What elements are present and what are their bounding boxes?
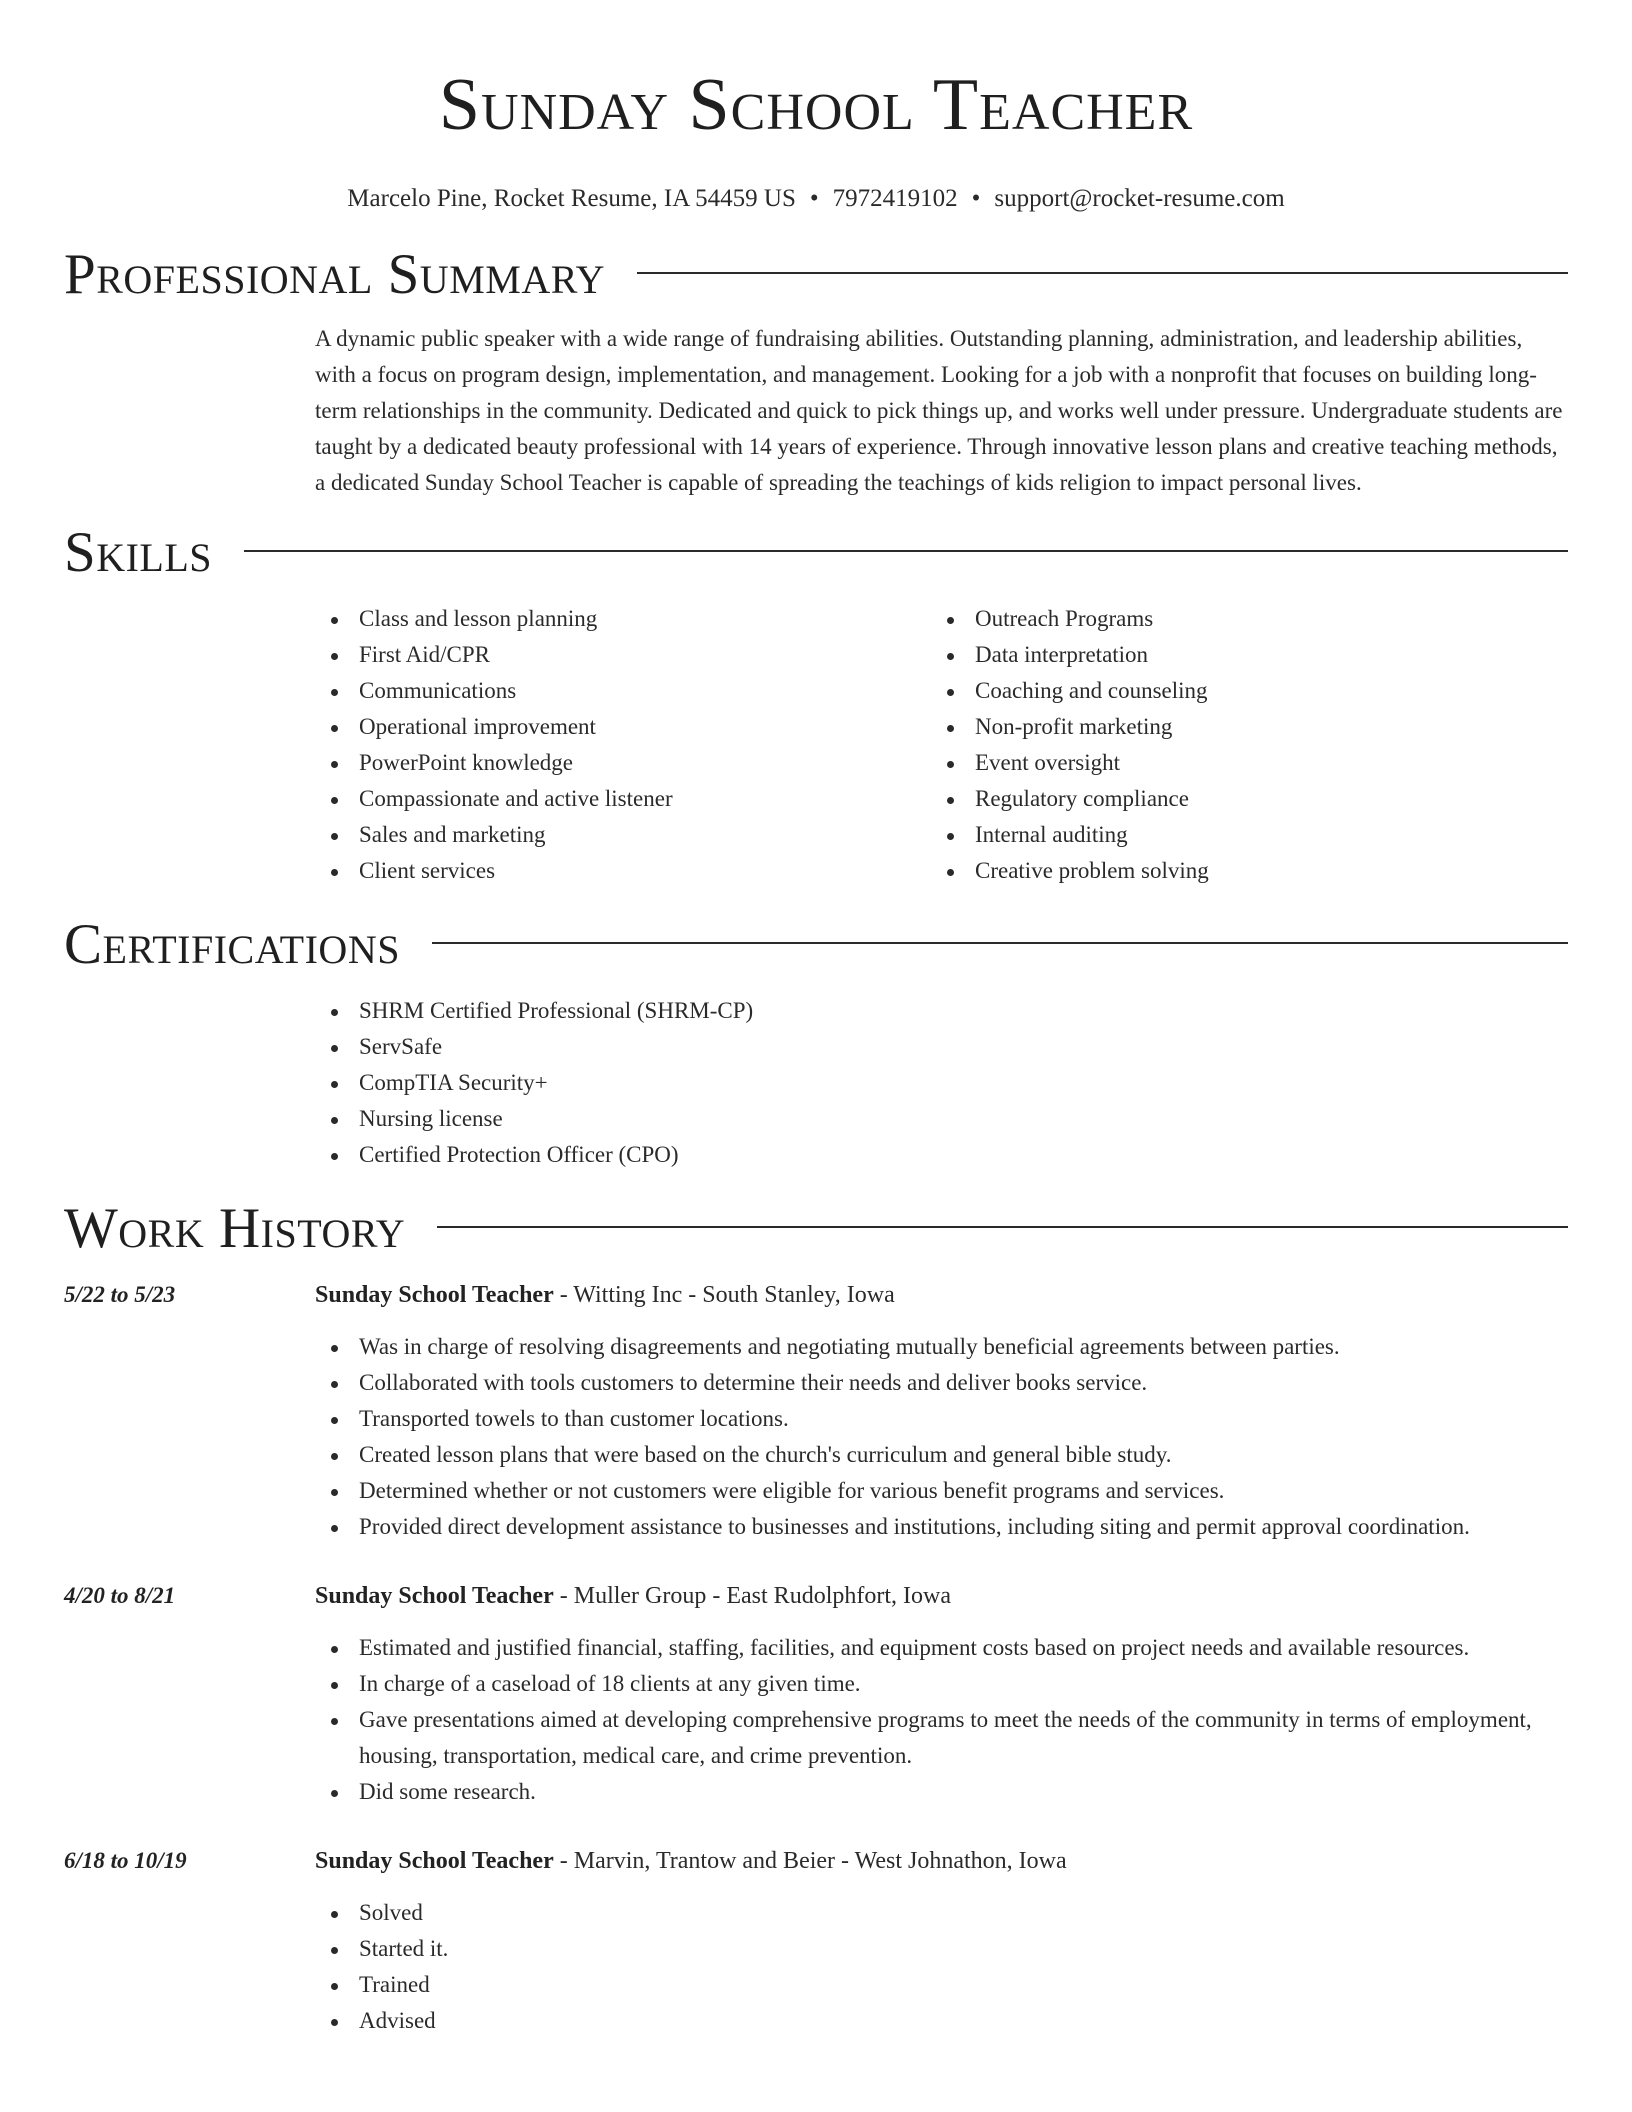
skill-item: Sales and marketing [315,817,931,853]
job-bullet: Did some research. [315,1774,1568,1810]
section-title-certifications: Certifications [64,913,400,976]
skill-item: Regulatory compliance [931,781,1547,817]
skills-list-left [315,601,931,889]
certification-item: ServSafe [315,1029,1568,1065]
certification-item: CompTIA Security+ [315,1065,1568,1101]
skill-item: Event oversight [931,745,1547,781]
job-bullets [315,1329,1568,1545]
section-title-work: Work History [64,1197,406,1260]
contact-address: Marcelo Pine, Rocket Resume, IA 54459 US [347,185,796,212]
skill-item: Data interpretation [931,637,1547,673]
contact-phone: 7972419102 [832,185,958,212]
certification-item: Nursing license [315,1101,1568,1137]
certifications-block [315,993,1568,1173]
job-body [315,1277,1568,1545]
job-bullet: Gave presentations aimed at developing comprehensive programs to meet the needs of the community in terms of employment, housing, transportation, medical care, and crime prevention. [315,1702,1568,1774]
certification-item: SHRM Certified Professional (SHRM-CP) [315,993,1568,1029]
job-bullet: In charge of a caseload of 18 clients at any given time. [315,1666,1568,1702]
section-header-certifications [64,913,1568,977]
job-bullet: Started it. [315,1931,1568,1967]
job-entry [64,1277,1568,1545]
job-employer: - Muller Group - East Rudolphfort, Iowa [553,1583,951,1609]
job-employer: - Witting Inc - South Stanley, Iowa [553,1282,895,1308]
contact-line [64,183,1568,215]
section-title-summary: Professional Summary [64,243,606,306]
section-divider [637,272,1568,274]
job-bullet: Estimated and justified financial, staffing, facilities, and equipment costs based on project needs and available resources. [315,1630,1568,1666]
contact-email: support@rocket-resume.com [994,185,1285,212]
skill-item: Outreach Programs [931,601,1547,637]
certifications-list [315,993,1568,1173]
skill-item: Client services [315,853,931,889]
job-bullets [315,1895,1568,2039]
job-entry [64,1843,1568,2039]
job-title: Sunday School Teacher [315,1282,554,1308]
skills-block [315,601,1568,889]
section-title-skills: Skills [64,521,213,584]
skill-item: First Aid/CPR [315,637,931,673]
job-title: Sunday School Teacher [315,1583,554,1609]
skill-item: Creative problem solving [931,853,1547,889]
job-dates: 6/18 to 10/19 [64,1848,187,1873]
skill-item: PowerPoint knowledge [315,745,931,781]
section-header-summary [64,243,1568,307]
certification-item: Certified Protection Officer (CPO) [315,1137,1568,1173]
section-divider [432,942,1568,944]
job-bullet: Transported towels to than customer locations. [315,1401,1568,1437]
job-bullet: Created lesson plans that were based on the church's curriculum and general bible study. [315,1437,1568,1473]
job-bullets [315,1630,1568,1810]
section-header-work [64,1197,1568,1261]
job-bullet: Determined whether or not customers were eligible for various benefit programs and services. [315,1473,1568,1509]
skill-item: Internal auditing [931,817,1547,853]
job-entry [64,1578,1568,1810]
summary-text: A dynamic public speaker with a wide range of fundraising abilities. Outstanding planning, administration, and leadership abilities, with a focus on program design, implementation, and management. Looking for a job with a nonprofit that focuses on building long-term relationships in the community. Dedicated and quick to pick things up, and works well under pressure. Undergraduate students are taught by a dedicated beauty professional with 14 years of experience. Through innovative lesson plans and creative teaching methods, a dedicated Sunday School Teacher is capable of spreading the teachings of kids religion to impact personal lives. [315,326,1563,495]
section-divider [437,1226,1568,1228]
job-bullet: Was in charge of resolving disagreements and negotiating mutually beneficial agreements between parties. [315,1329,1568,1365]
skill-item: Coaching and counseling [931,673,1547,709]
skill-item: Non-profit marketing [931,709,1547,745]
skill-item: Operational improvement [315,709,931,745]
job-body [315,1578,1568,1810]
job-title-line [315,1578,1568,1614]
contact-separator: • [971,185,981,212]
section-divider [244,550,1568,552]
job-employer: - Marvin, Trantow and Beier - West Johnathon, Iowa [553,1848,1067,1874]
job-title-line [315,1277,1568,1313]
skill-item: Communications [315,673,931,709]
summary-block [315,321,1568,501]
resume-title: Sunday School Teacher [438,64,1194,146]
skills-list-right [931,601,1547,889]
section-header-skills [64,521,1568,585]
job-bullet: Collaborated with tools customers to determine their needs and deliver books service. [315,1365,1568,1401]
job-bullet: Provided direct development assistance to businesses and institutions, including siting and permit approval coordination. [315,1509,1568,1545]
skill-item: Class and lesson planning [315,601,931,637]
job-bullet: Solved [315,1895,1568,1931]
job-title: Sunday School Teacher [315,1848,554,1874]
job-bullet: Trained [315,1967,1568,2003]
job-dates: 5/22 to 5/23 [64,1282,176,1307]
job-dates: 4/20 to 8/21 [64,1583,176,1608]
job-title-line [315,1843,1568,1879]
contact-separator: • [809,185,819,212]
job-body [315,1843,1568,2039]
skill-item: Compassionate and active listener [315,781,931,817]
job-bullet: Advised [315,2003,1568,2039]
